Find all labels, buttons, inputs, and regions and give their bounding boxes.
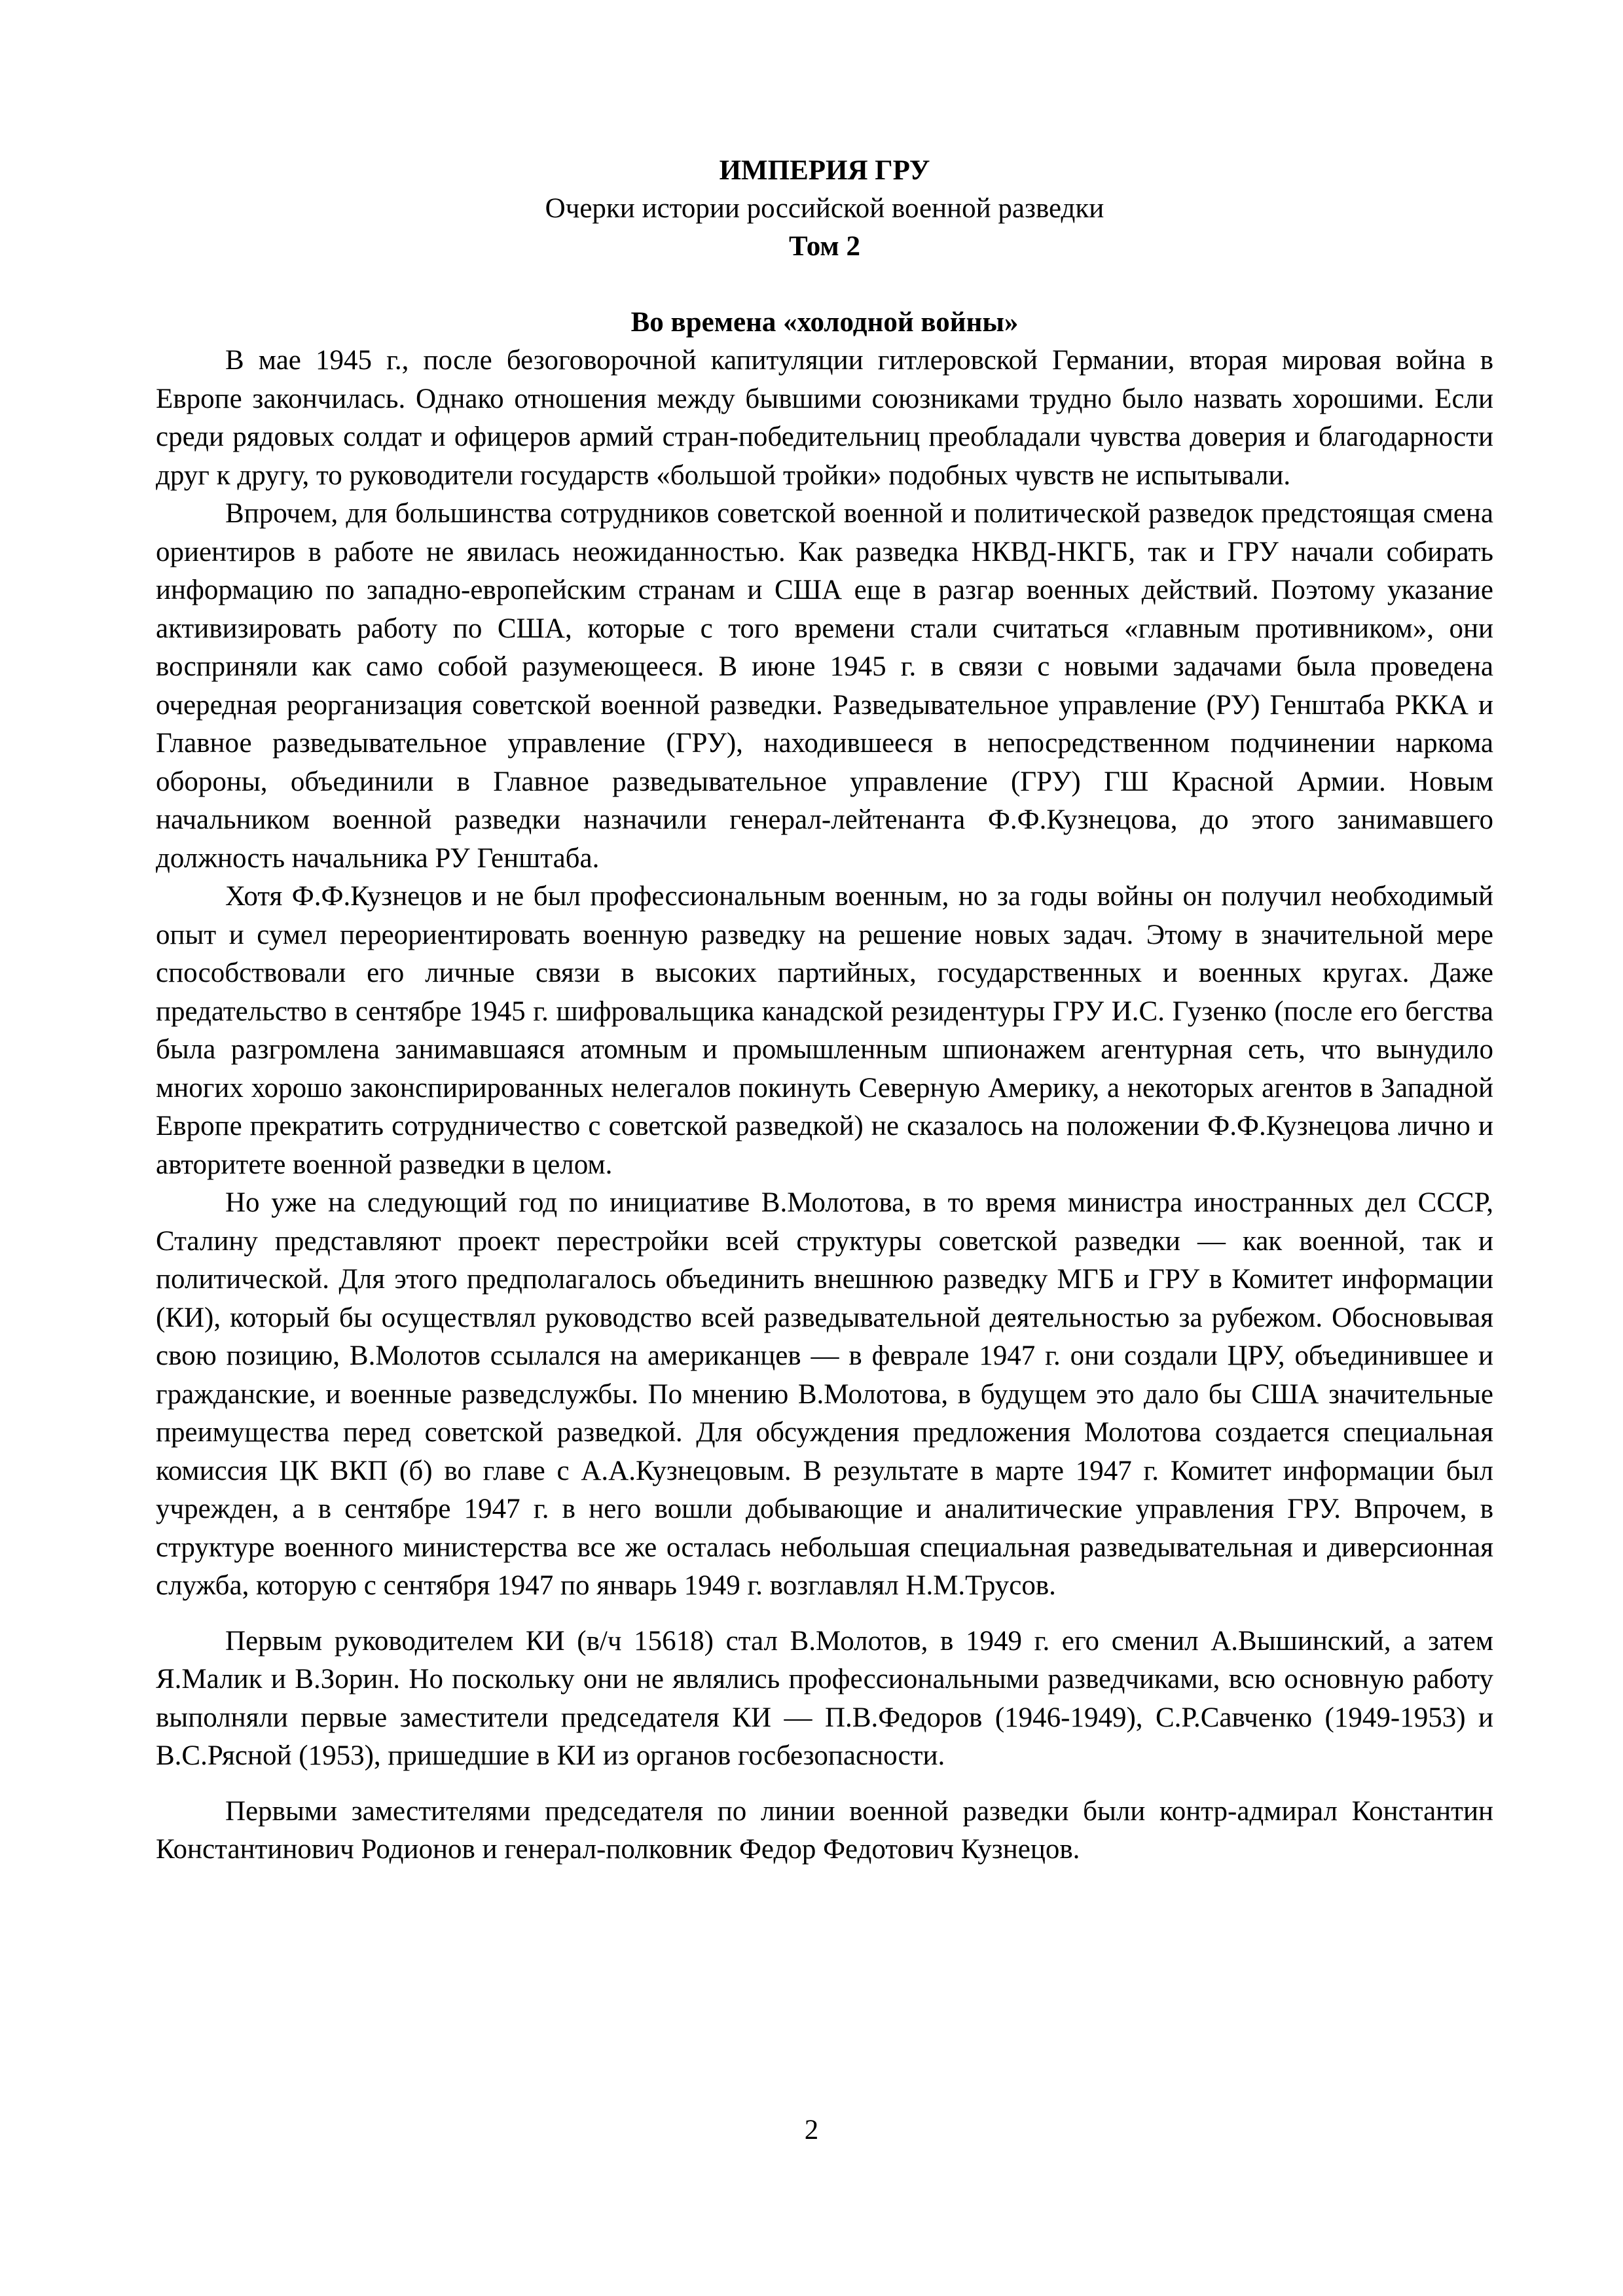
- paragraph-6: Первыми заместителями председателя по линии военной разведки были контр-адмирал Константин Константинович Родионов и генерал-полковник Федор Федотович Кузнецов.: [156, 1795, 1493, 1865]
- book-subtitle: Очерки истории российской военной разведки: [545, 193, 1104, 224]
- chapter-title: Во времена «холодной войны»: [630, 307, 1019, 338]
- paragraph-2: Впрочем, для большинства сотрудников советской военной и политической разведок предстоящая смена ориентиров в работе не явилась неожиданностью. Как разведка НКВД-НКГБ, так и ГРУ начали собирать информацию по западно-европейским странам и США еще в разгар военных действий. Поэтому указание активизировать работу по США, которые с того времени стали считаться «главным противником», они восприняли как само собой разумеющееся. В июне 1945 г. в связи с новыми задачами была проведена очередная реорганизация советской военной разведки. Разведывательное управление (РУ) Генштаба РККА и Главное разведывательное управление (ГРУ), находившееся в непосредственном подчинении наркома обороны, объединили в Главное разведывательное управление (ГРУ) ГШ Красной Армии. Новым начальником военной разведки назначили генерал-лейтенанта Ф.Ф.Кузнецова, до этого занимавшего должность начальника РУ Генштаба.: [156, 498, 1493, 874]
- page-number: 2: [804, 2115, 819, 2145]
- document-page: [156, 152, 1493, 1869]
- paragraph-5: Первым руководителем КИ (в/ч 15618) стал В.Молотов, в 1949 г. его сменил А.Вышинский, а затем Я.Малик и В.Зорин. Но поскольку они не являлись профессиональными разведчиками, всю основную работу выполняли первые заместители председателя КИ — П.В.Федоров (1946-1949), С.Р.Савченко (1949-1953) и В.С.Рясной (1953), пришедшие в КИ из органов госбезопасности.: [156, 1625, 1493, 1771]
- volume-label: Том 2: [789, 231, 860, 262]
- paragraph-3: Хотя Ф.Ф.Кузнецов и не был профессиональным военным, но за годы войны он получил необходимый опыт и сумел переориентировать военную разведку на решение новых задач. Этому в значительной мере способствовали его личные связи в высоких партийных, государственных и военных кругах. Даже предательство в сентябре 1945 г. шифровальщика канадской резидентуры ГРУ И.С. Гузенко (после его бегства была разгромлена занимавшаяся атомным и промышленным шпионажем агентурная сеть, что вынудило многих хорошо законспирированных нелегалов покинуть Северную Америку, а некоторых агентов в Западной Европе прекратить сотрудничество с советской разведкой) не сказалось на положении Ф.Ф.Кузнецова лично и авторитете военной разведки в целом.: [156, 881, 1493, 1180]
- book-title: ИМПЕРИЯ ГРУ: [719, 155, 930, 186]
- paragraph-1: В мае 1945 г., после безоговорочной капитуляции гитлеровской Германии, вторая мировая война в Европе закончилась. Однако отношения между бывшими союзниками трудно было назвать хорошими. Если среди рядовых солдат и офицеров армий стран-победительниц преобладали чувства доверия и благодарности друг к другу, то руководители государств «большой тройки» подобных чувств не испытывали.: [156, 345, 1493, 491]
- paragraph-4: Но уже на следующий год по инициативе В.Молотова, в то время министра иностранных дел СССР, Сталину представляют проект перестройки всей структуры советской разведки — как военной, так и политической. Для этого предполагалось объединить внешнюю разведку МГБ и ГРУ в Комитет информации (КИ), который бы осуществлял руководство всей разведывательной деятельностью за рубежом. Обосновывая свою позицию, В.Молотов ссылался на американцев — в феврале 1947 г. они создали ЦРУ, объединившее и гражданские, и военные разведслужбы. По мнению В.Молотова, в будущем это дало бы США значительные преимущества перед советской разведкой. Для обсуждения предложения Молотова создается специальная комиссия ЦК ВКП (б) во главе с А.А.Кузнецовым. В результате в марте 1947 г. Комитет информации был учрежден, а в сентябре 1947 г. в него вошли добывающие и аналитические управления ГРУ. Впрочем, в структуре военного министерства все же осталась небольшая специальная разведывательная и диверсионная служба, которую с сентября 1947 по январь 1949 г. возглавлял Н.М.Трусов.: [156, 1187, 1493, 1601]
